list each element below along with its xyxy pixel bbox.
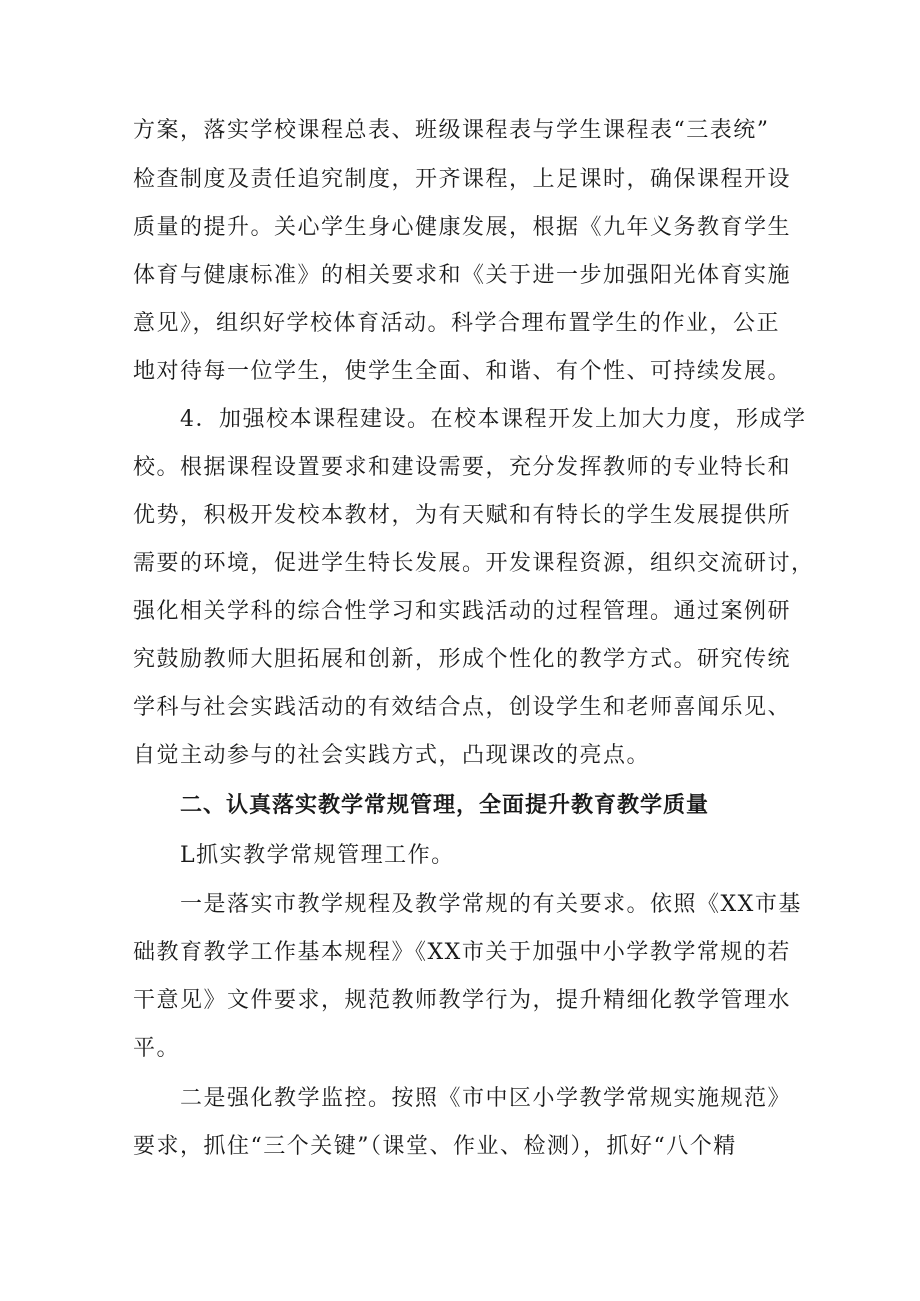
text-line: 础教育教学工作基本规程》《XX市关于加强中小学教学常规的若 — [133, 940, 791, 965]
text-line: 校。根据课程设置要求和建设需要，充分发挥教师的专业特长和 — [133, 455, 792, 480]
text-line: 二是强化教学监控。按照《市中区小学教学常规实施规范》 — [180, 1086, 792, 1111]
text-line: 方案，落实学校课程总表、班级课程表与学生课程表“三表统” — [133, 118, 770, 143]
section-heading: 二、认真落实教学常规管理，全面提升教育教学质量 — [180, 793, 710, 818]
text-line: 地对待每一位学生，使学生全面、和谐、有个性、可持续发展。 — [133, 359, 792, 384]
text-line: 质量的提升。关心学生身心健康发展，根据《九年义务教育学生 — [133, 215, 792, 240]
text-line: 平。 — [133, 1036, 181, 1061]
text-line: 强化相关学科的综合性学习和实践活动的过程管理。通过案例研 — [133, 599, 792, 624]
text-line: 自觉主动参与的社会实践方式，凸现课改的亮点。 — [133, 743, 651, 768]
subsection-title: L抓实教学常规管理工作。 — [180, 843, 455, 868]
text-line: 意见》，组织好学校体育活动。科学合理布置学生的作业，公正 — [133, 311, 781, 336]
text-line: 干意见》文件要求，规范教师教学行为，提升精细化教学管理水 — [133, 988, 792, 1013]
text-line: 需要的环境，促进学生特长发展。开发课程资源，组织交流研讨， — [133, 551, 815, 576]
text-line: 要求，抓住“三个关键”（课堂、作业、检测），抓好“八个精 — [133, 1134, 737, 1159]
text-line: 体育与健康标准》的相关要求和《关于进一步加强阳光体育实施 — [133, 263, 792, 288]
text-line: 一是落实市教学规程及教学常规的有关要求。依照《XX市基 — [180, 892, 802, 917]
text-line: 学科与社会实践活动的有效结合点，创设学生和老师喜闻乐见、 — [133, 695, 792, 720]
text-line: 检查制度及责任追究制度，开齐课程，上足课时，确保课程开设 — [133, 167, 792, 192]
text-line: 4．加强校本课程建设。在校本课程开发上加大力度，形成学 — [180, 407, 807, 432]
text-line: 优势，积极开发校本教材，为有天赋和有特长的学生发展提供所 — [133, 503, 792, 528]
text-line: 究鼓励教师大胆拓展和创新，形成个性化的教学方式。研究传统 — [133, 647, 792, 672]
